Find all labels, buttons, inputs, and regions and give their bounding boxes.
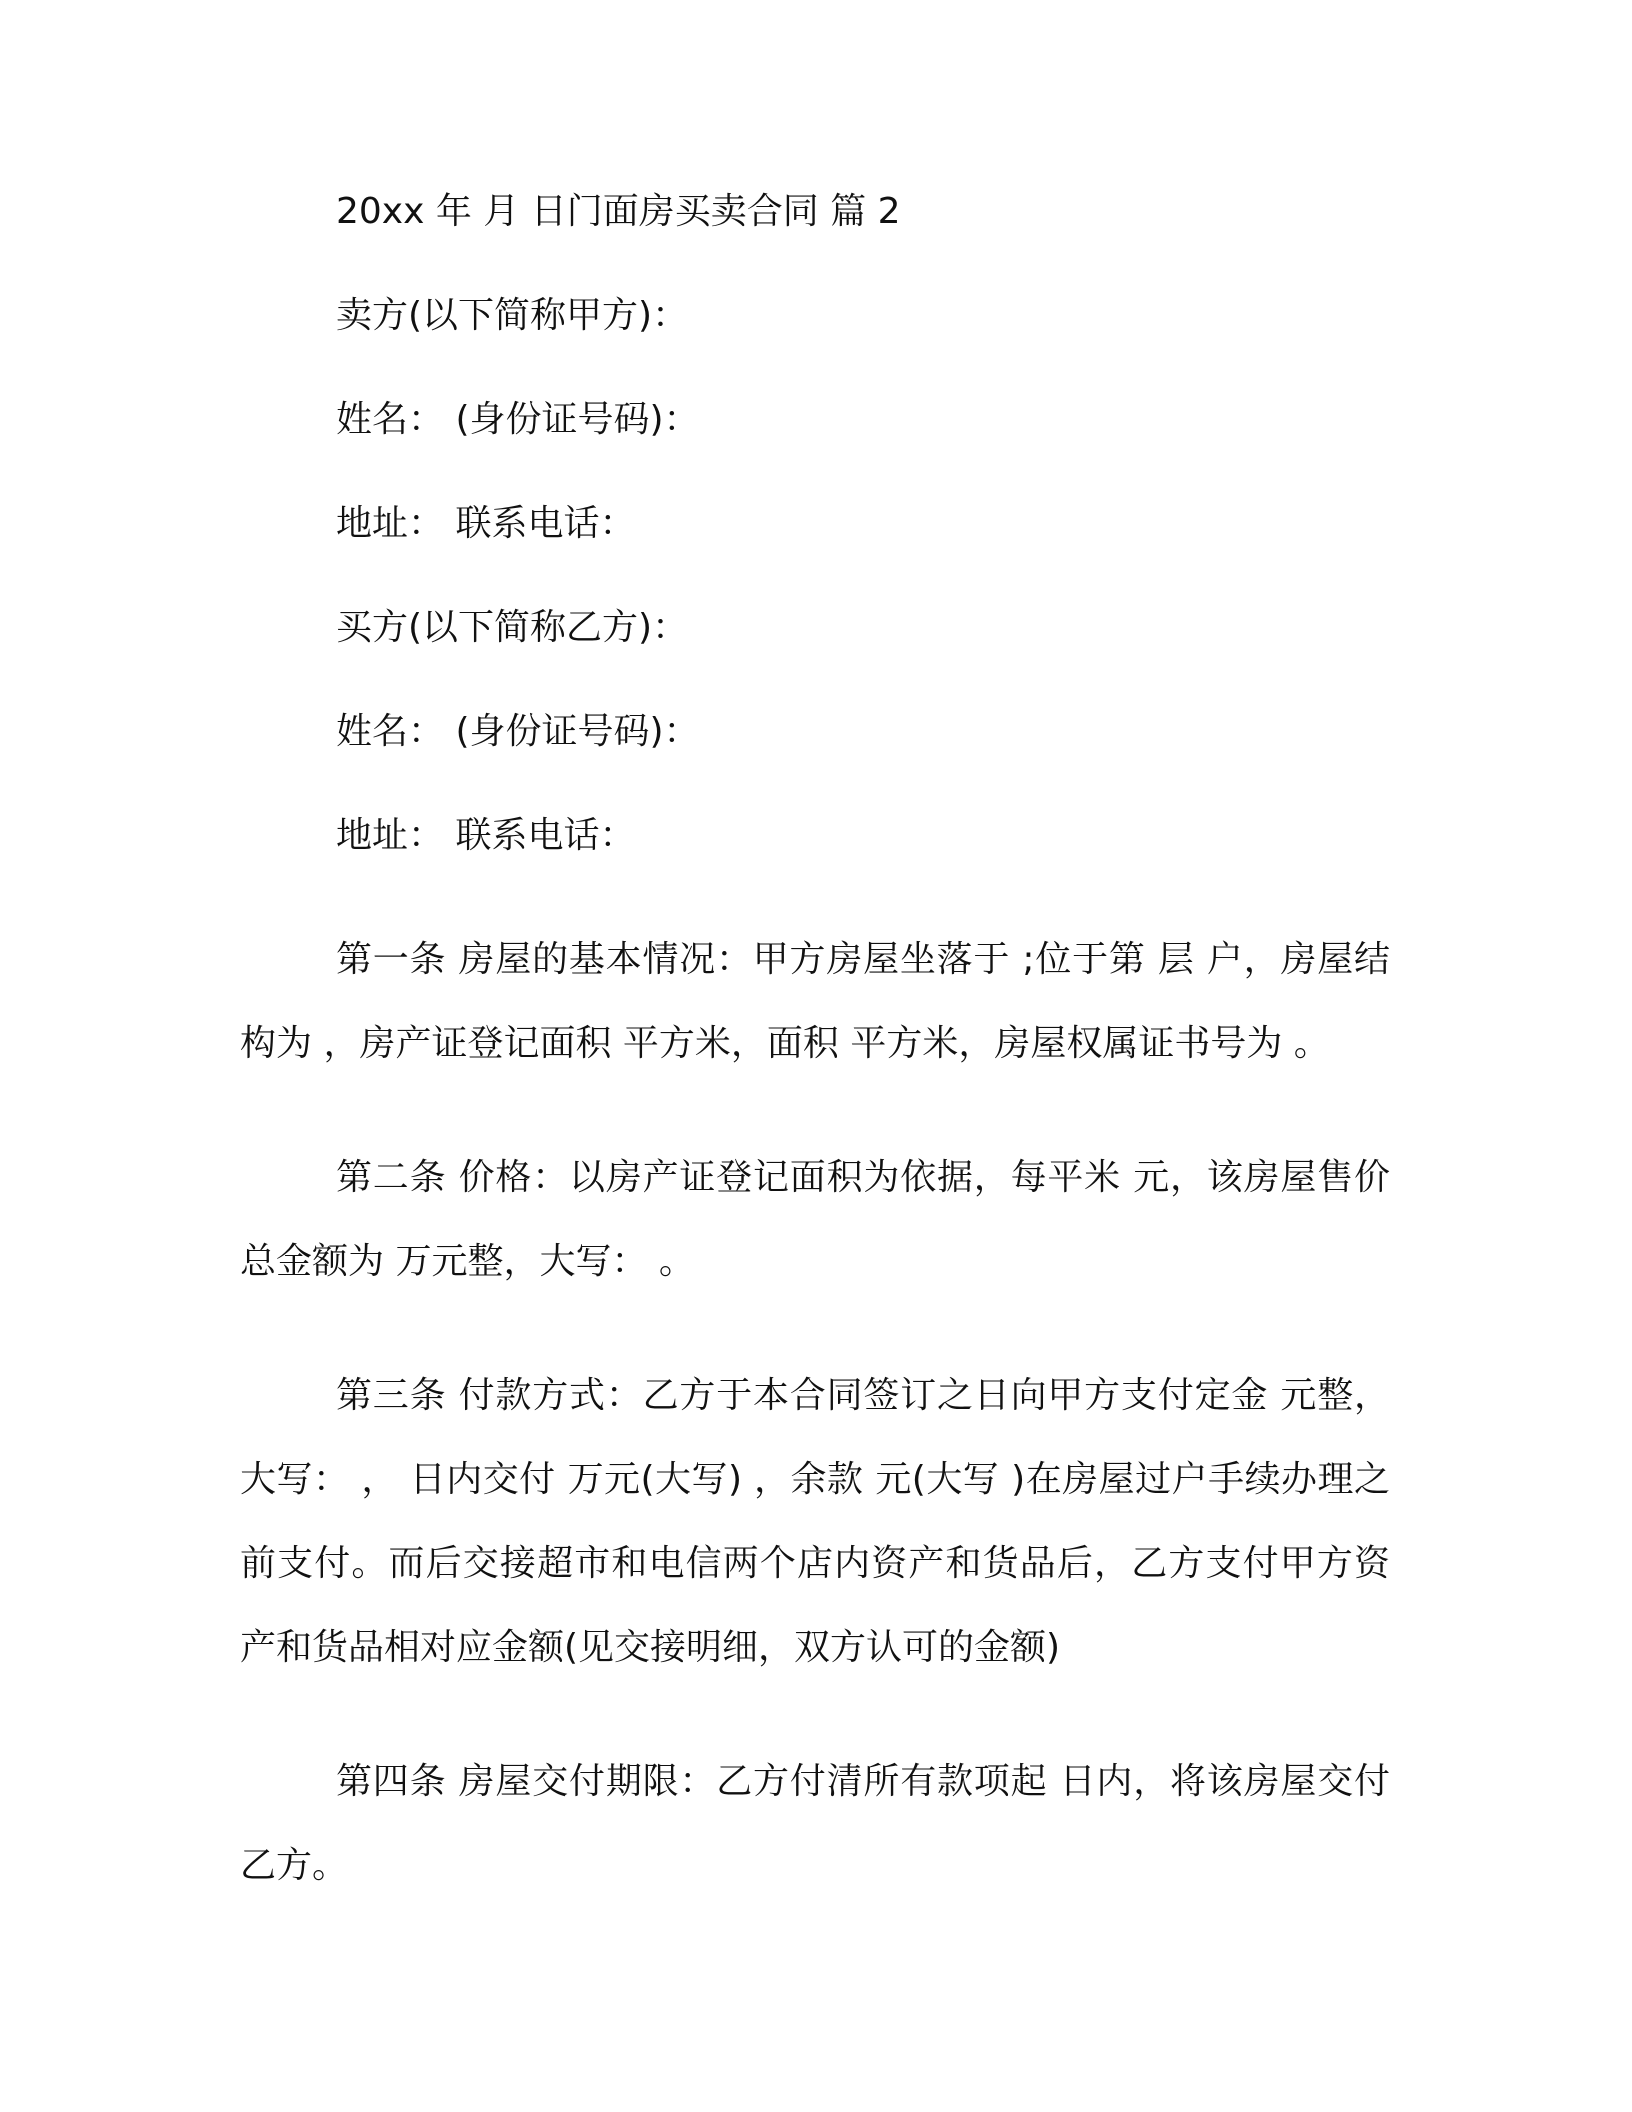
contract-title: 20xx 年 月 日门面房买卖合同 篇 2 [336,191,901,232]
article-4-delivery: 第四条 房屋交付期限：乙方付清所有款项起 日内，将该房屋交付乙方。 [240,1761,1390,1886]
article-2-price: 第二条 价格：以房产证登记面积为依据，每平米 元，该房屋售价总金额为 万元整，大写： 。 [240,1157,1390,1282]
buyer-address-phone-line: 地址： 联系电话： [336,815,636,856]
buyer-line: 买方(以下简称乙方)： [336,607,689,648]
seller-address-phone-line: 地址： 联系电话： [336,503,636,544]
seller-line: 卖方(以下简称甲方)： [336,295,689,336]
article-1-basic-info: 第一条 房屋的基本情况：甲方房屋坐落于 ;位于第 层 户，房屋结构为 ，房产证登记面积 平方米，面积 平方米，房屋权属证书号为 。 [240,939,1390,1064]
seller-name-id-line: 姓名： (身份证号码)： [336,399,700,440]
contract-body [240,190,1390,1958]
article-3-payment: 第三条 付款方式：乙方于本合同签订之日向甲方支付定金 元整，大写： ， 日内交付 万元(大写) ，余款 元(大写 )在房屋过户手续办理之前支付。而后交接超市和电信两个店内资产和货品后，乙方支付甲方资产和货品相对应金额(见交接明细，双方认可的金额) [240,1375,1390,1668]
buyer-name-id-line: 姓名： (身份证号码)： [336,711,700,752]
